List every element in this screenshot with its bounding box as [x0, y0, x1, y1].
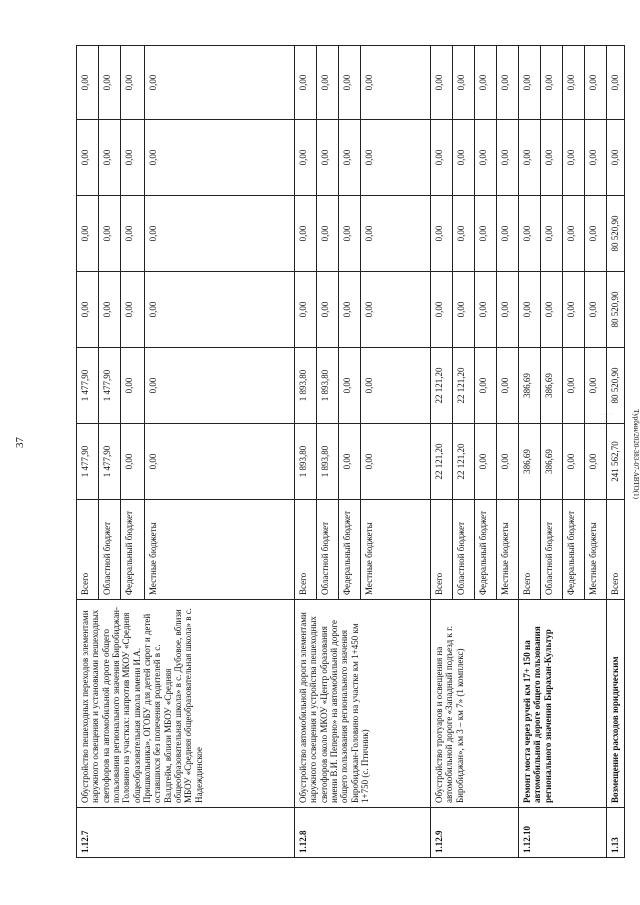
amount-cell: 0,00 [361, 348, 431, 424]
amount-cell: 0,00 [361, 424, 431, 500]
row-name: Возмещение расходов юридическим [607, 600, 625, 808]
amount-cell: 0,00 [585, 46, 607, 120]
amount-cell: 386,69 [519, 424, 541, 500]
amount-cell: 0,00 [339, 272, 361, 348]
amount-cell: 22 121,20 [431, 348, 453, 424]
amount-cell: 0,00 [453, 120, 475, 196]
amount-cell: 0,00 [585, 348, 607, 424]
amount-cell: 0,00 [145, 424, 295, 500]
page-number: 37 [14, 437, 26, 448]
amount-cell: 0,00 [431, 46, 453, 120]
amount-cell: 0,00 [121, 46, 145, 120]
amount-cell: 1 477,90 [77, 424, 99, 500]
funding-source: Всего [295, 500, 317, 600]
amount-cell: 0,00 [497, 424, 519, 500]
amount-cell: 386,69 [541, 424, 563, 500]
amount-cell: 386,69 [541, 348, 563, 424]
amount-cell: 0,00 [295, 120, 317, 196]
table-body [77, 46, 625, 858]
rotated-page [76, 46, 620, 858]
funding-source: Местные бюджеты [361, 500, 431, 600]
amount-cell: 0,00 [541, 196, 563, 272]
table-row [77, 46, 99, 858]
amount-cell: 386,69 [519, 348, 541, 424]
amount-cell: 0,00 [339, 120, 361, 196]
amount-cell: 1 477,90 [99, 348, 121, 424]
funding-source: Областной бюджет [453, 500, 475, 600]
amount-cell: 0,00 [121, 348, 145, 424]
funding-source: Всего [519, 500, 541, 600]
row-code: 1.12.7 [77, 808, 295, 858]
funding-source: Федеральный бюджет [339, 500, 361, 600]
amount-cell: 0,00 [541, 272, 563, 348]
funding-source: Всего [607, 500, 625, 600]
amount-cell: 0,00 [317, 46, 339, 120]
amount-cell: 0,00 [475, 120, 497, 196]
amount-cell: 0,00 [317, 272, 339, 348]
amount-cell: 0,00 [339, 424, 361, 500]
amount-cell: 0,00 [339, 348, 361, 424]
amount-cell: 0,00 [563, 348, 585, 424]
amount-cell: 0,00 [497, 120, 519, 196]
row-code: 1.12.10 [519, 808, 607, 858]
amount-cell: 0,00 [317, 120, 339, 196]
amount-cell: 0,00 [453, 196, 475, 272]
amount-cell: 0,00 [295, 46, 317, 120]
amount-cell: 0,00 [77, 46, 99, 120]
amount-cell: 1 893,80 [317, 348, 339, 424]
amount-cell: 0,00 [145, 348, 295, 424]
amount-cell: 0,00 [563, 272, 585, 348]
amount-cell: 0,00 [541, 46, 563, 120]
amount-cell: 0,00 [145, 120, 295, 196]
amount-cell: 241 562,70 [607, 424, 625, 500]
amount-cell: 0,00 [145, 46, 295, 120]
amount-cell: 0,00 [361, 272, 431, 348]
amount-cell: 0,00 [475, 272, 497, 348]
amount-cell: 0,00 [497, 272, 519, 348]
row-name: Обустройство пешеходных переходов элементами наружного освещения и установками пешеходных светофоров на автомобильной дороге общего пользования регионального значения Биробиджан-Головино на участках: напротив МКОУ «Средняя общеобразовательная школа имени И.А. Пришкольника», ОГОБУ для детей сирот и детей оставшихся без попечения родителей в с. Валдгейм, вблизи МБОУ «Средняя общеобразовательная школа» в с. Дубовое, вблизи МБОУ «Средняя общеобразовательная школа» в с. Надеждинское [77, 600, 295, 808]
budget-table [76, 45, 625, 858]
amount-cell: 0,00 [453, 272, 475, 348]
amount-cell: 0,00 [607, 120, 625, 196]
row-code: 1.12.9 [431, 808, 519, 858]
amount-cell: 0,00 [585, 120, 607, 196]
amount-cell: 0,00 [121, 120, 145, 196]
funding-source: Всего [77, 500, 99, 600]
row-code: 1.13 [607, 808, 625, 858]
amount-cell: 0,00 [121, 424, 145, 500]
amount-cell: 0,00 [99, 272, 121, 348]
amount-cell: 0,00 [519, 120, 541, 196]
amount-cell: 0,00 [431, 272, 453, 348]
amount-cell: 80 520,90 [607, 196, 625, 272]
amount-cell: 1 893,80 [295, 424, 317, 500]
amount-cell: 1 477,90 [99, 424, 121, 500]
amount-cell: 0,00 [295, 272, 317, 348]
amount-cell: 0,00 [121, 272, 145, 348]
amount-cell: 0,00 [585, 196, 607, 272]
amount-cell: 0,00 [475, 424, 497, 500]
amount-cell: 1 477,90 [77, 348, 99, 424]
table-row [431, 46, 453, 858]
amount-cell: 0,00 [145, 196, 295, 272]
amount-cell: 0,00 [497, 348, 519, 424]
funding-source: Местные бюджеты [145, 500, 295, 600]
amount-cell: 0,00 [361, 196, 431, 272]
amount-cell: 0,00 [121, 196, 145, 272]
funding-source: Областной бюджет [541, 500, 563, 600]
amount-cell: 22 121,20 [453, 424, 475, 500]
amount-cell: 0,00 [563, 196, 585, 272]
row-name: Обустройство автомобильной дороги элементами наружного освещения и устройства пешеходных светофоров около МКОУ «Центр образования имени В.И. Пеперно» на автомобильной дороге общего пользования регионального значения Биробиджан-Головино на участке км 1+450 км 1+750 (с. Птичник) [295, 600, 431, 808]
amount-cell: 0,00 [497, 196, 519, 272]
funding-source: Областной бюджет [99, 500, 121, 600]
amount-cell: 0,00 [563, 46, 585, 120]
amount-cell: 0,00 [563, 120, 585, 196]
amount-cell: 0,00 [475, 348, 497, 424]
amount-cell: 0,00 [99, 196, 121, 272]
amount-cell: 1 893,80 [295, 348, 317, 424]
amount-cell: 0,00 [541, 120, 563, 196]
amount-cell: 0,00 [77, 120, 99, 196]
funding-source: Местные бюджеты [497, 500, 519, 600]
table-row [519, 46, 541, 858]
amount-cell: 0,00 [317, 196, 339, 272]
amount-cell: 0,00 [77, 272, 99, 348]
amount-cell: 0,00 [339, 46, 361, 120]
amount-cell: 22 121,20 [431, 424, 453, 500]
amount-cell: 0,00 [585, 424, 607, 500]
funding-source: Местные бюджеты [585, 500, 607, 600]
amount-cell: 0,00 [497, 46, 519, 120]
amount-cell: 0,00 [563, 424, 585, 500]
amount-cell: 0,00 [361, 46, 431, 120]
funding-source: Федеральный бюджет [475, 500, 497, 600]
amount-cell: 0,00 [431, 196, 453, 272]
row-code: 1.12.8 [295, 808, 431, 858]
amount-cell: 22 121,20 [453, 348, 475, 424]
amount-cell: 0,00 [453, 46, 475, 120]
amount-cell: 80 520,90 [607, 348, 625, 424]
footer-reference: Tурбин/2020-383-07-АВТО(1) [631, 409, 640, 499]
table-viewport [76, 46, 620, 858]
funding-source: Федеральный бюджет [121, 500, 145, 600]
amount-cell: 1 893,80 [317, 424, 339, 500]
amount-cell: 0,00 [431, 120, 453, 196]
funding-source: Областной бюджет [317, 500, 339, 600]
row-name: Ремонт моста через ручей км 17+ 150 на автомобильной дороге общего пользования регионального значения Бирахан-Культур [519, 600, 607, 808]
row-name: Обустройство тротуаров и освещения на автомобильной дороге «Западный подъезд к г. Биробиджан», км 3 – км 7» (1 комплекс) [431, 600, 519, 808]
amount-cell: 0,00 [295, 196, 317, 272]
amount-cell: 0,00 [77, 196, 99, 272]
amount-cell: 0,00 [145, 272, 295, 348]
amount-cell: 0,00 [519, 196, 541, 272]
funding-source: Федеральный бюджет [563, 500, 585, 600]
table-row [607, 46, 625, 858]
funding-source: Всего [431, 500, 453, 600]
amount-cell: 0,00 [475, 196, 497, 272]
amount-cell: 0,00 [519, 46, 541, 120]
amount-cell: 0,00 [99, 46, 121, 120]
scan-artifact: · · · · · · · · · [600, 412, 613, 432]
amount-cell: 0,00 [607, 46, 625, 120]
amount-cell: 0,00 [475, 46, 497, 120]
amount-cell: 0,00 [519, 272, 541, 348]
amount-cell: 80 520,90 [607, 272, 625, 348]
amount-cell: 0,00 [99, 120, 121, 196]
table-row [295, 46, 317, 858]
amount-cell: 0,00 [339, 196, 361, 272]
amount-cell: 0,00 [361, 120, 431, 196]
amount-cell: 0,00 [585, 272, 607, 348]
